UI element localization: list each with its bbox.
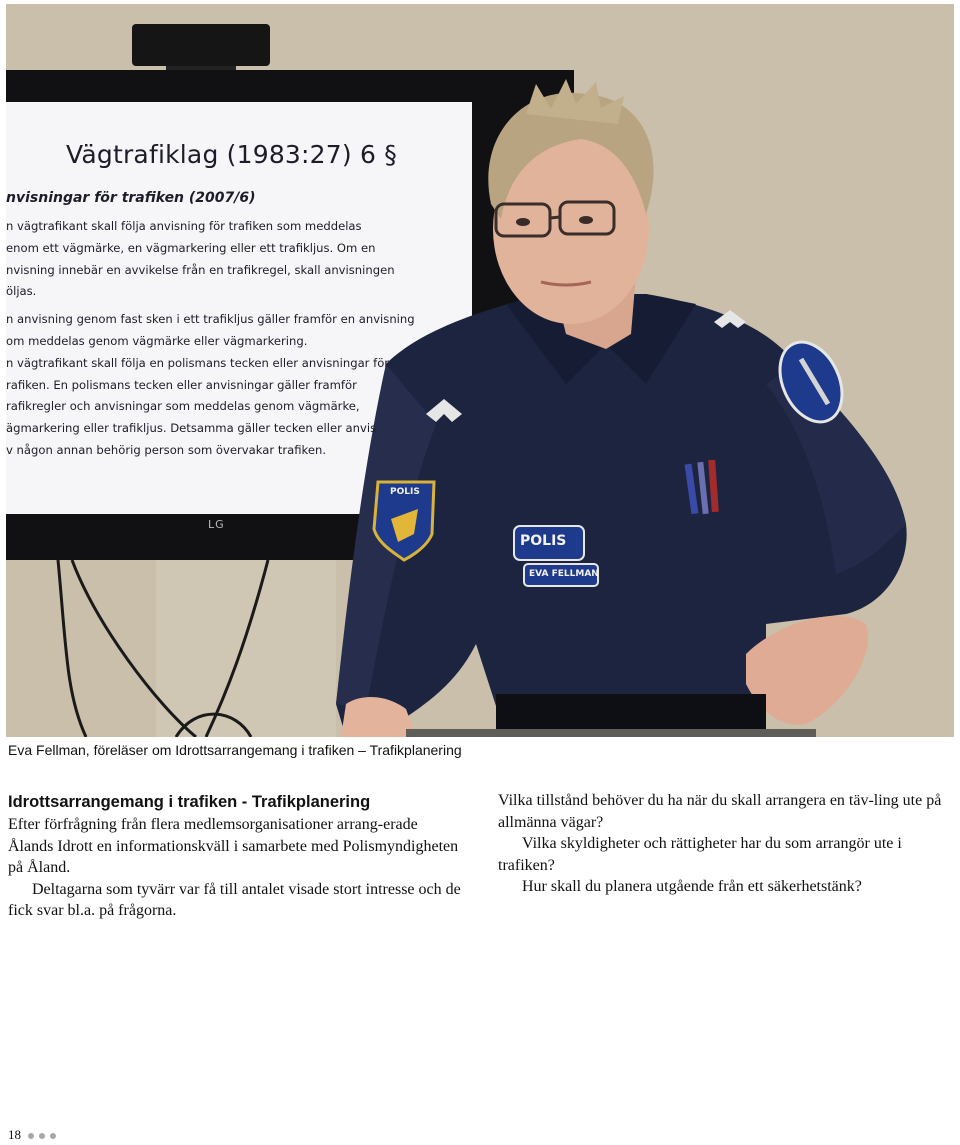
slide-line: n vägtrafikant skall följa en polismans tecken eller anvisningar för [6, 355, 390, 370]
slide-lines [6, 216, 472, 462]
slide-subtitle: nvisningar för trafiken (2007/6) [6, 190, 256, 206]
article-question: Vilka skyldigheter och rättigheter har du som arrangör ute i trafiken? [498, 835, 902, 874]
slide-line: öljas. [6, 284, 37, 299]
article-right-column [498, 790, 952, 898]
tv-brand-logo: LG [208, 518, 225, 531]
page-dots-ornament [28, 1133, 56, 1139]
slide-line: nvisning innebär en avvikelse från en trafikregel, skall anvisningen [6, 262, 395, 277]
article-paragraph: Efter förfrågning från flera medlemsorganisationer arrang-erade Ålands Idrott en informationskväll i samarbete med Polismyndigheten på Åland. [8, 816, 459, 877]
slide-line: n vägtrafikant skall följa anvisning för trafiken som meddelas [6, 219, 362, 233]
article-question: Vilka tillstånd behöver du ha när du skall arrangera en täv-ling ute på allmänna vägar? [498, 792, 942, 831]
article-paragraph: Deltagarna som tyvärr var få till antalet visade stort intresse och de fick svar bl.a. på frågorna. [8, 880, 461, 920]
dot-icon [28, 1133, 34, 1139]
dot-icon [50, 1133, 56, 1139]
slide-line: om meddelas genom vägmärke eller vägmarkering. [6, 333, 308, 348]
slide-line: enom ett vägmärke, en vägmarkering eller ett trafikljus. Om en [6, 240, 376, 255]
article-heading: Idrottsarrangemang i trafiken - Trafikplanering [8, 793, 371, 811]
slide-title: Vägtrafiklag (1983:27) 6 § [66, 140, 397, 169]
slide-line: n anvisning genom fast sken i ett trafikljus gäller framför en anvisning [6, 312, 415, 327]
name-tag-text: EVA FELLMAN [529, 569, 599, 579]
chest-patch-text: POLIS [520, 533, 567, 549]
article-left-column [8, 790, 463, 922]
slide-line: ägmarkering eller trafikljus. Detsamma gäller tecken eller anvis [6, 421, 377, 436]
camera-device [132, 24, 270, 66]
slide-line: v någon annan behörig person som övervakar trafiken. [6, 442, 326, 457]
shoulder-patch-text: POLIS [390, 487, 420, 497]
slide-line: rafiken. En polismans tecken eller anvisningar gäller framför [6, 377, 357, 392]
dot-icon [39, 1133, 45, 1139]
photo [6, 4, 954, 737]
slide-content [6, 104, 472, 512]
photo-caption: Eva Fellman, föreläser om Idrottsarrangemang i trafiken – Trafikplanering [8, 742, 462, 758]
slide-line: rafikregler och anvisningar som meddelas genom vägmärke, [6, 399, 360, 414]
article-question: Hur skall du planera utgående från ett säkerhetstänk? [522, 878, 862, 896]
page-number: 18 [8, 1127, 21, 1142]
